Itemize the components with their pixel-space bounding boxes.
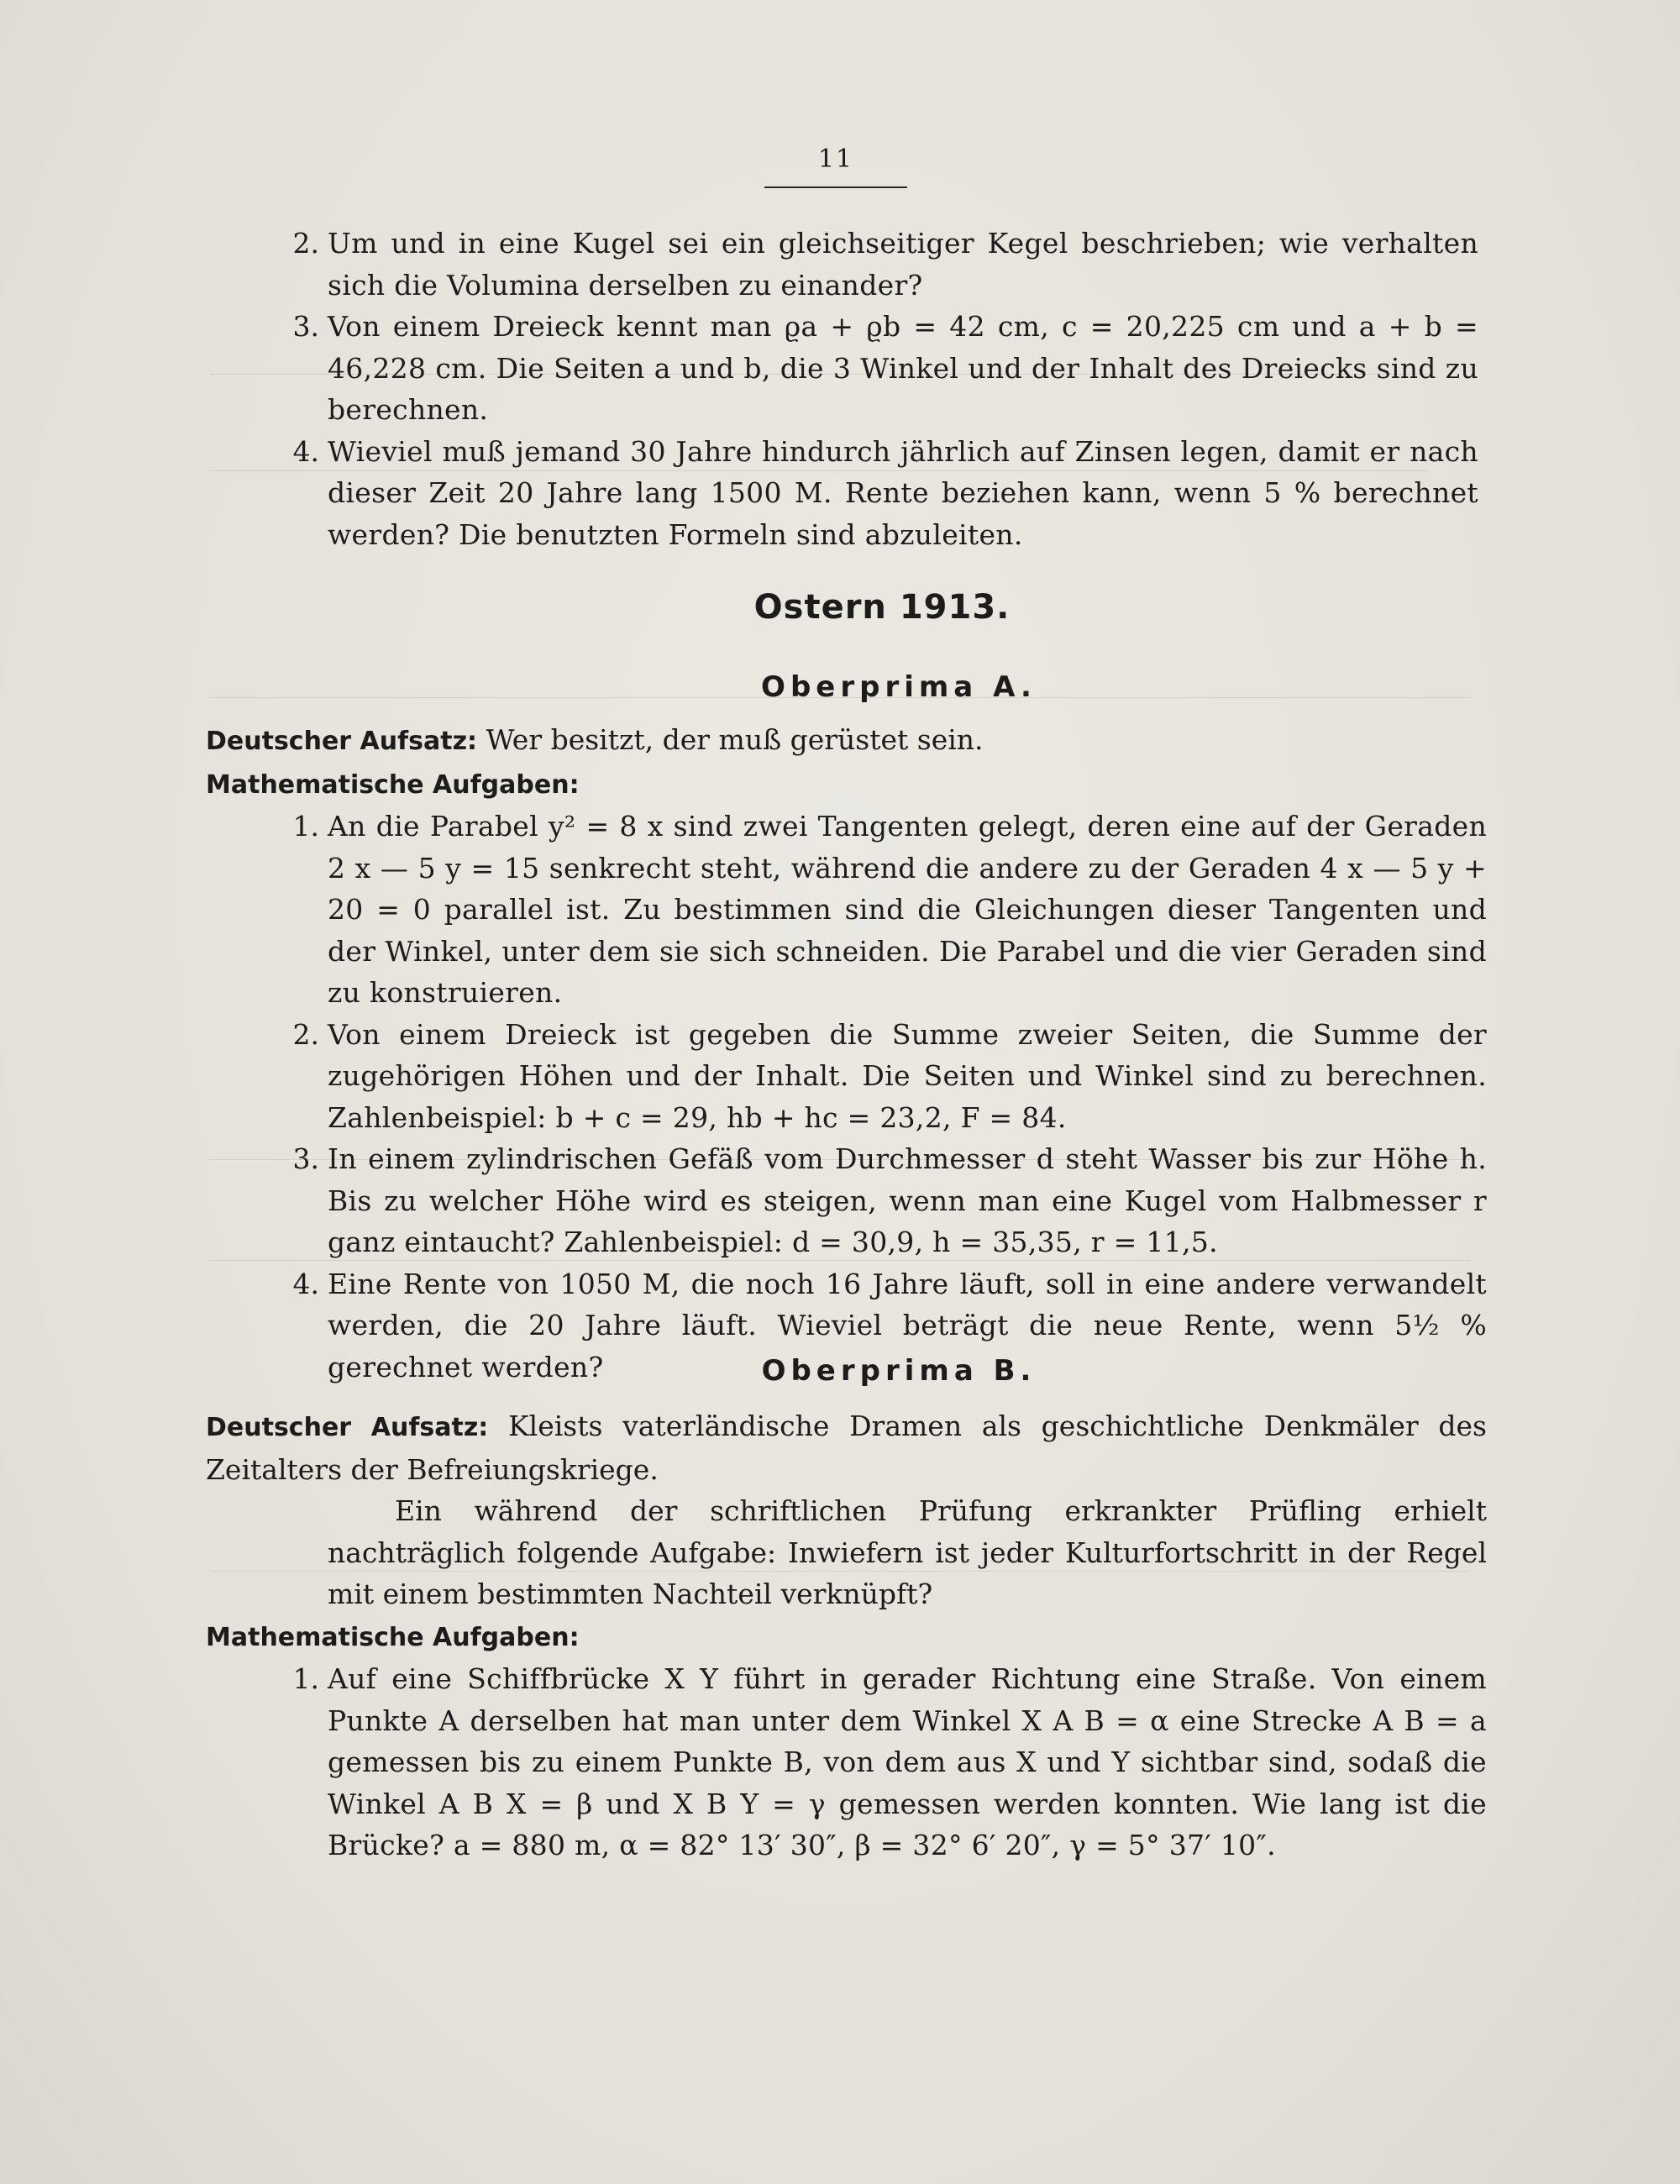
aufsatz-line-a (193, 719, 1487, 763)
math-list-b (181, 1658, 1487, 1866)
oberprima-b-content (193, 1405, 1487, 1866)
item-number: 4. (292, 1267, 319, 1300)
list-item (193, 431, 1478, 556)
math-list-a (181, 806, 1487, 1388)
item-number: 4. (292, 434, 319, 468)
oberprima-a-content (193, 719, 1487, 1388)
aufsatz-text-a: Wer besitzt, der muß gerüstet sein. (486, 723, 984, 756)
page-number-rule (764, 186, 907, 188)
list-item (181, 1014, 1487, 1139)
list-item (181, 806, 1487, 1014)
section-oberprima-b (193, 1354, 1478, 1388)
aufsatz-text-b: Kleists vaterländische Dramen als geschichtliche Denkmäler des Zeitalters der Befreiungskriege. (206, 1410, 1487, 1486)
math-label-a: Mathematische Aufgaben: (206, 769, 580, 800)
math-line-b (193, 1615, 1487, 1659)
page-number: 11 (817, 144, 854, 174)
item-number: 2. (292, 1017, 319, 1051)
aufsatz-label-a: Deutscher Aufsatz: (206, 727, 478, 756)
item-number: 3. (292, 310, 319, 343)
top-exercise-list (193, 223, 1478, 555)
list-item (193, 306, 1478, 431)
item-text: Um und in eine Kugel sei ein gleichseitiger Kegel beschrieben; wie verhalten sich die Volumina derselben zu einander? (328, 227, 1478, 302)
aufsatz-line-b (193, 1405, 1487, 1490)
section-title: Ostern 1913. (753, 588, 1011, 627)
class-title-b: Oberprima B. (761, 1354, 1037, 1388)
aufsatz-label-b: Deutscher Aufsatz: (206, 1413, 489, 1442)
item-text: Von einem Dreieck ist gegeben die Summe zweier Seiten, die Summe der zugehörigen Höhen und der Inhalt. Die Seiten und Winkel sind zu berechnen. Zahlenbeispiel: b + c = 29, hb + hc = 23,2, F = 84. (328, 1017, 1487, 1134)
item-number: 1. (292, 1662, 319, 1695)
item-text: Wieviel muß jemand 30 Jahre hindurch jährlich auf Zinsen legen, damit er nach dieser Zeit 20 Jahre lang 1500 M. Rente beziehen kann, wenn 5 % berechnet werden? Die benutzten Formeln sind abzuleiten. (328, 434, 1478, 551)
list-item (181, 1658, 1487, 1866)
section-ostern (193, 588, 1478, 627)
item-text: Von einem Dreieck kennt man ϱa + ϱb = 42 cm, c = 20,225 cm und a + b = 46,228 cm. Die Seiten a und b, die 3 Winkel und der Inhalt des Dreiecks sind zu berechnen. (328, 310, 1478, 426)
list-item (181, 1138, 1487, 1263)
item-number: 2. (292, 227, 319, 260)
section-oberprima-a (193, 670, 1478, 704)
class-title-a: Oberprima A. (761, 670, 1037, 704)
item-text: Auf eine Schiffbrücke X Y führt in gerader Richtung eine Straße. Von einem Punkte A derselben hat man unter dem Winkel X A B = α eine Strecke A B = a gemessen bis zu einem Punkte B, von dem aus X und Y sichtbar sind, sodaß die Winkel A B X = β und X B Y = γ gemessen werden konnten. Wie lang ist die Brücke? a = 880 m, α = 82° 13′ 30″, β = 32° 6′ 20″, γ = 5° 37′ 10″. (328, 1662, 1487, 1861)
item-number: 3. (292, 1142, 319, 1175)
item-text: In einem zylindrischen Gefäß vom Durchmesser d steht Wasser bis zur Höhe h. Bis zu welcher Höhe wird es steigen, wenn man eine Kugel vom Halbmesser r ganz eintaucht? Zahlenbeispiel: d = 30,9, h = 35,35, r = 11,5. (328, 1142, 1487, 1258)
item-number: 1. (292, 810, 319, 843)
item-text: An die Parabel y² = 8 x sind zwei Tangenten gelegt, deren eine auf der Geraden 2 x — 5 y = 15 senkrecht steht, während die andere zu der Geraden 4 x — 5 y + 20 = 0 parallel ist. Zu bestimmen sind die Gleichungen dieser Tangenten und der Winkel, unter dem sie sich schneiden. Die Parabel und die vier Geraden sind zu konstruieren. (328, 810, 1487, 1009)
list-item (193, 223, 1478, 306)
math-line-a (193, 763, 1487, 806)
item-text: Eine Rente von 1050 M, die noch 16 Jahre läuft, soll in eine andere verwandelt werden, die 20 Jahre läuft. Wieviel beträgt die neue Rente, wenn 5½ % gerechnet werden? (328, 1267, 1487, 1383)
extra-paragraph-b: Ein während der schriftlichen Prüfung erkrankter Prüfling erhielt nachträglich folgende Aufgabe: Inwiefern ist jeder Kulturfortschritt in der Regel mit einem bestimmten Nachteil verknüpft? (328, 1494, 1487, 1610)
math-label-b: Mathematische Aufgaben: (206, 1622, 580, 1652)
